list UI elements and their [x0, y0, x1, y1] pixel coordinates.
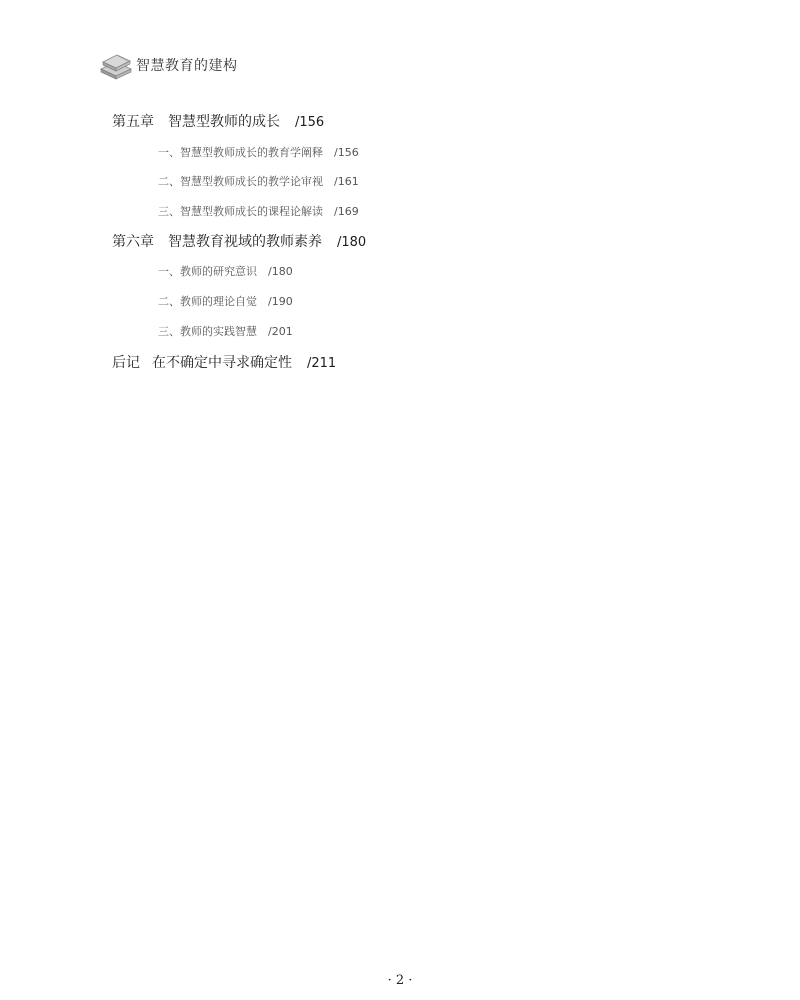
- toc-chapter-6[interactable]: [112, 235, 366, 249]
- section-title: 三、教师的实践智慧: [158, 325, 257, 338]
- section-page-number: /169: [334, 205, 359, 218]
- section-title: 二、智慧型教师成长的教学论审视: [158, 175, 323, 188]
- afterword-title: 在不确定中寻求确定性: [152, 355, 292, 371]
- afterword-page-number: /211: [307, 356, 337, 371]
- book-stack-icon: [98, 49, 134, 81]
- toc-afterword[interactable]: [112, 356, 336, 370]
- toc-section-6-3[interactable]: [158, 326, 293, 337]
- afterword-label: 后记: [112, 355, 140, 371]
- section-title: 二、教师的理论自觉: [158, 295, 257, 308]
- chapter-page-number: /180: [337, 235, 367, 250]
- section-title: 三、智慧型教师成长的课程论解读: [158, 205, 323, 218]
- toc-section-5-3[interactable]: [158, 206, 359, 217]
- section-title: 一、教师的研究意识: [158, 265, 257, 278]
- section-page-number: /156: [334, 146, 359, 159]
- section-page-number: /161: [334, 175, 359, 188]
- toc-chapter-5[interactable]: [112, 115, 324, 129]
- section-page-number: /180: [268, 265, 293, 278]
- chapter-title: 智慧教育视域的教师素养: [168, 234, 322, 250]
- chapter-number: 第五章: [112, 114, 154, 130]
- toc-section-5-1[interactable]: [158, 147, 359, 158]
- section-title: 一、智慧型教师成长的教育学阐释: [158, 146, 323, 159]
- book-title: 智慧教育的建构: [136, 58, 238, 74]
- toc-section-5-2[interactable]: [158, 176, 359, 187]
- page-number: · 2 ·: [387, 973, 413, 988]
- section-page-number: /201: [268, 325, 293, 338]
- running-header: [98, 49, 238, 81]
- toc-section-6-2[interactable]: [158, 296, 293, 307]
- chapter-number: 第六章: [112, 234, 154, 250]
- chapter-title: 智慧型教师的成长: [168, 114, 280, 130]
- chapter-page-number: /156: [295, 115, 325, 130]
- section-page-number: /190: [268, 295, 293, 308]
- toc-section-6-1[interactable]: [158, 266, 293, 277]
